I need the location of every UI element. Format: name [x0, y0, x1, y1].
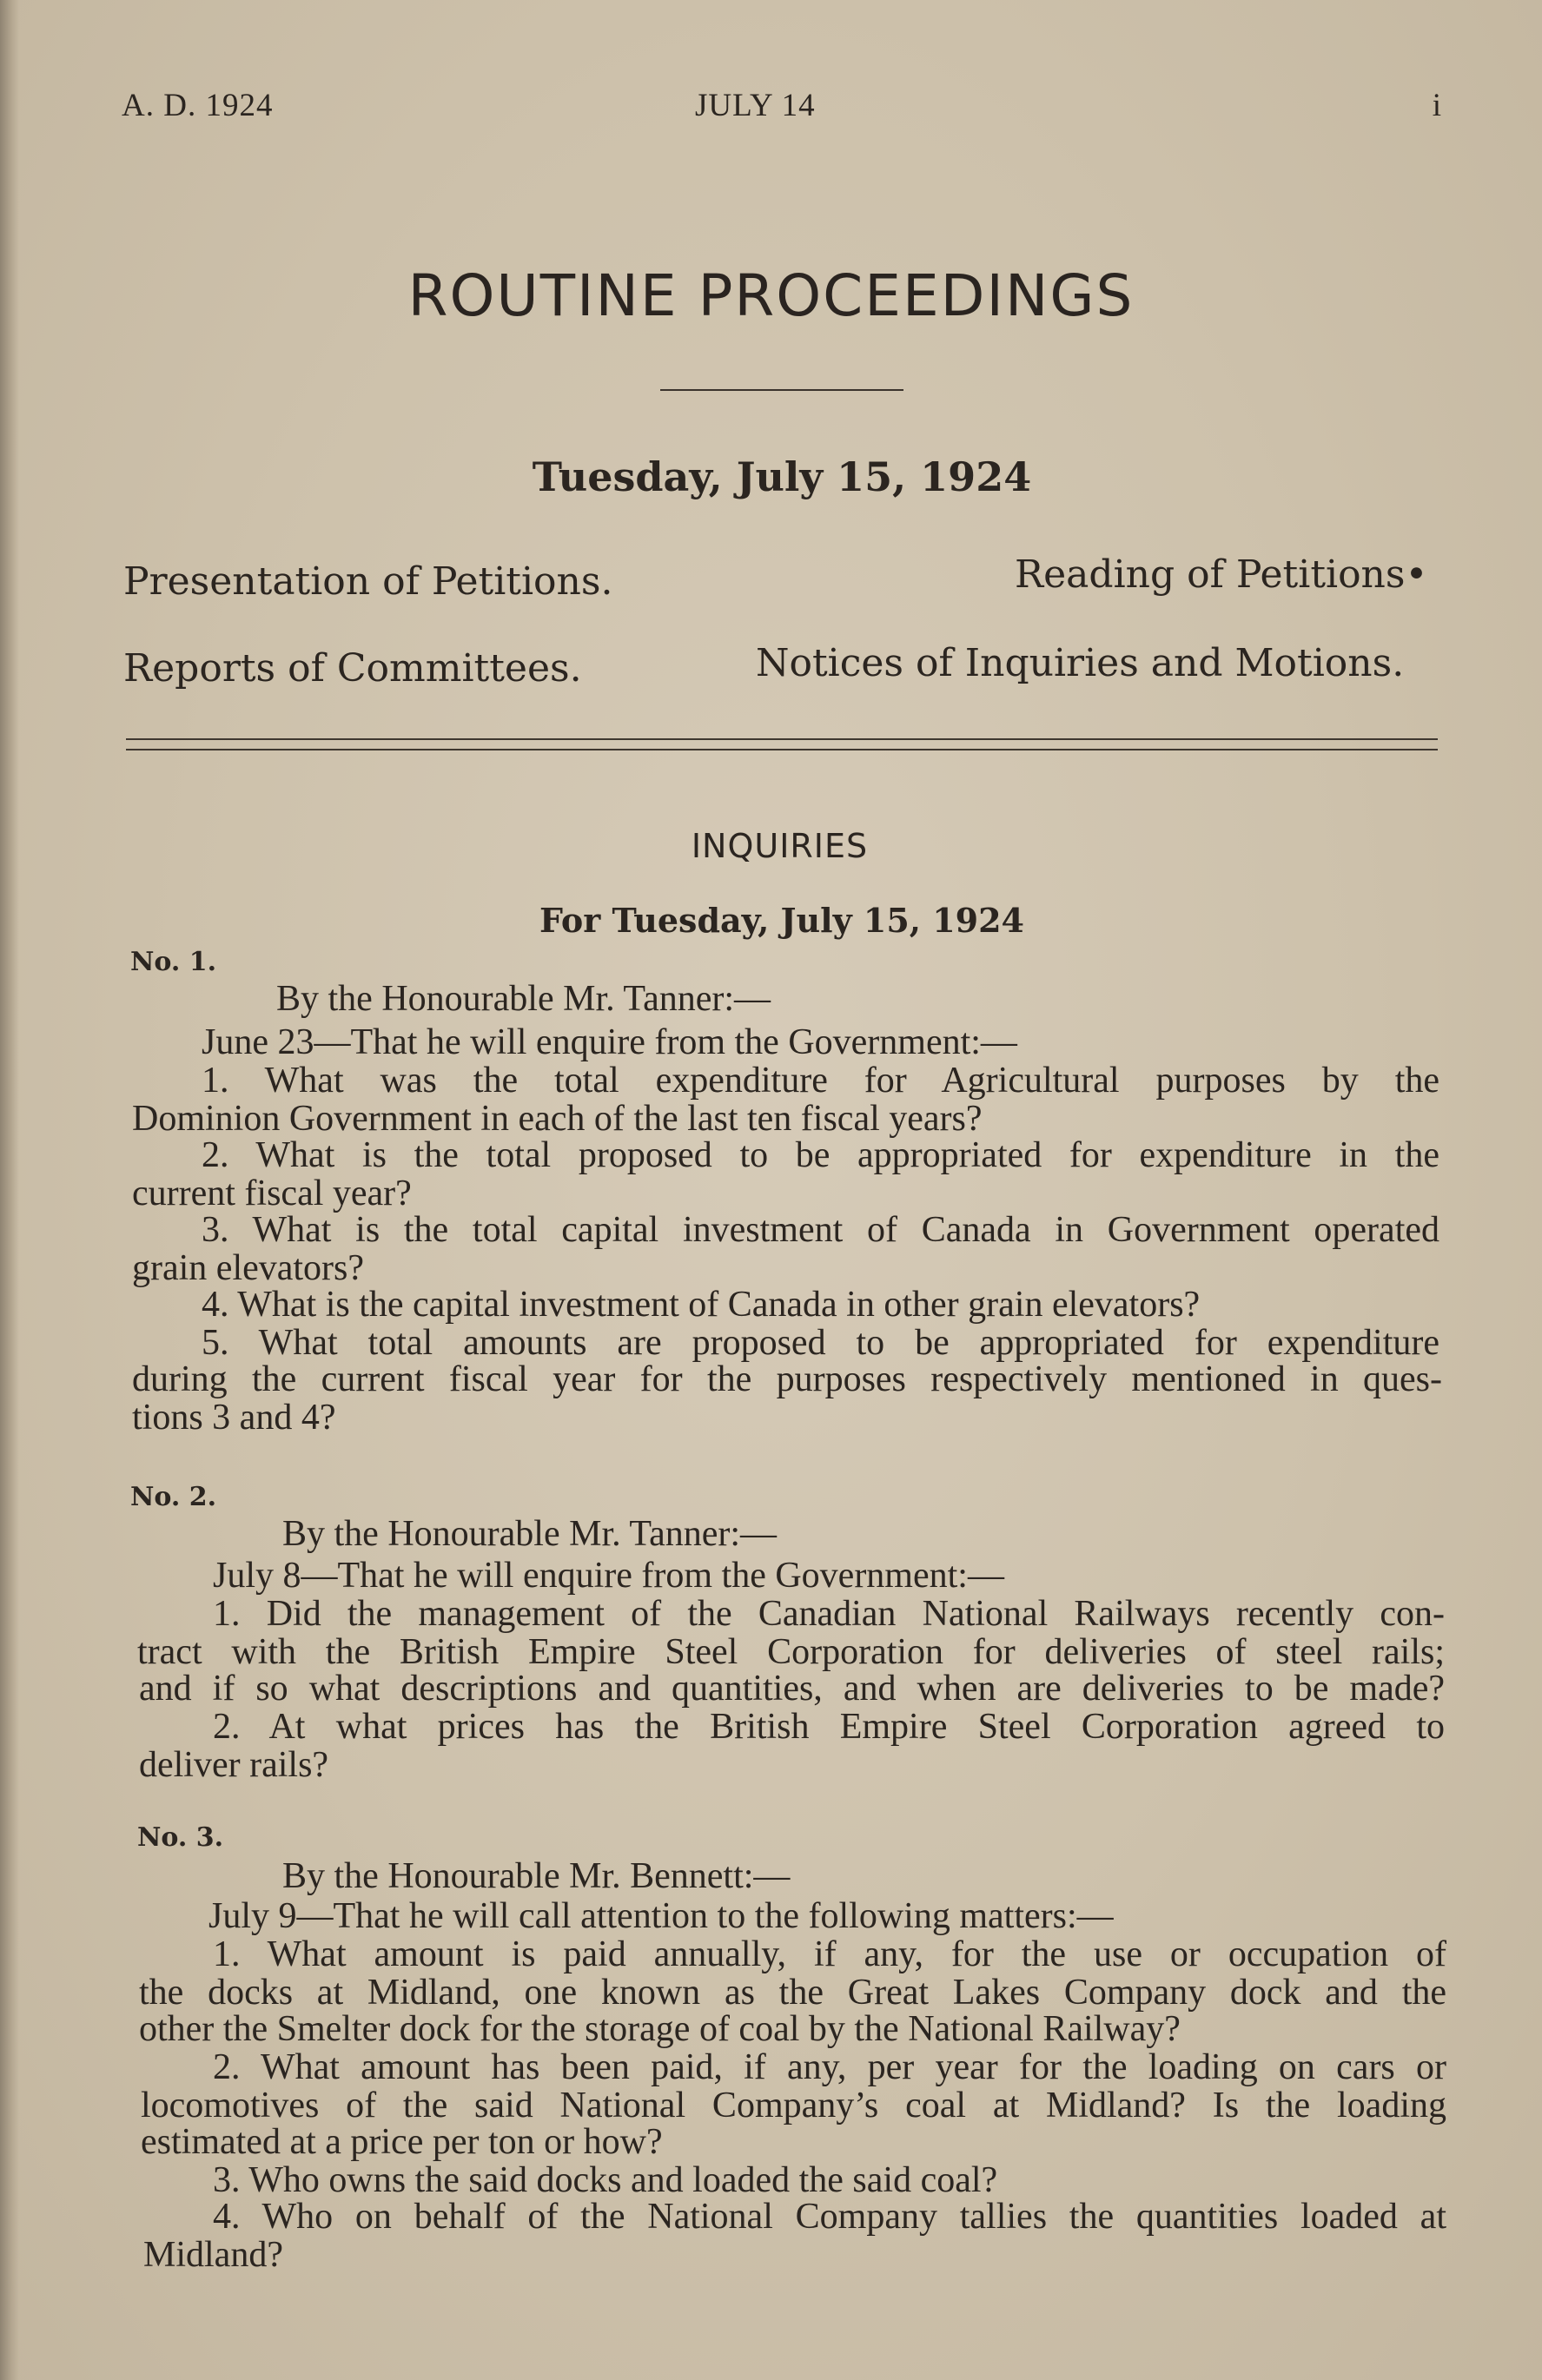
page-binding-edge	[0, 0, 19, 2380]
inquiry-intro: July 8—That he will enquire from the Government:—	[213, 1556, 1004, 1596]
inquiry-line: Midland?	[143, 2235, 283, 2275]
inquiry-line: 1. What was the total expenditure for Agricultural purposes by the	[202, 1061, 1439, 1101]
inquiry-author: By the Honourable Mr. Tanner:—	[276, 979, 771, 1019]
header-page-number: i	[1432, 88, 1442, 123]
proceeding-notices: Notices of Inquiries and Motions.	[756, 641, 1405, 685]
inquiry-line: 4. Who on behalf of the National Company tallies the quantities loaded at	[213, 2197, 1446, 2237]
inquiry-line: 1. Did the management of the Canadian National Railways recently con-	[213, 1594, 1445, 1634]
inquiry-number: No. 3.	[137, 1822, 224, 1853]
inquiries-heading: INQUIRIES	[691, 827, 869, 865]
inquiry-author: By the Honourable Mr. Bennett:—	[282, 1856, 791, 1896]
inquiry-author: By the Honourable Mr. Tanner:—	[282, 1514, 778, 1554]
inquiry-line: current fiscal year?	[132, 1173, 412, 1213]
inquiry-line: other the Smelter dock for the storage of coal by the National Railway?	[139, 2009, 1181, 2049]
inquiry-line: tract with the British Empire Steel Corporation for deliveries of steel rails;	[137, 1632, 1445, 1672]
section-divider	[126, 738, 1438, 750]
inquiry-line: during the current fiscal year for the purposes respectively mentioned in ques-	[132, 1359, 1442, 1399]
inquiry-number: No. 2.	[130, 1482, 217, 1512]
inquiry-line: estimated at a price per ton or how?	[141, 2122, 663, 2162]
inquiry-intro: June 23—That he will enquire from the Government:—	[202, 1022, 1017, 1062]
proceedings-date: Tuesday, July 15, 1924	[532, 453, 1032, 500]
inquiry-line: deliver rails?	[139, 1745, 329, 1785]
inquiry-line: 3. What is the total capital investment of Canada in Government operated	[202, 1210, 1439, 1250]
header-date: JULY 14	[695, 88, 816, 123]
inquiries-date: For Tuesday, July 15, 1924	[539, 901, 1025, 940]
inquiry-line: 2. What amount has been paid, if any, per year for the loading on cars or	[213, 2047, 1446, 2087]
title-rule	[660, 389, 903, 391]
inquiry-line: 2. What is the total proposed to be appropriated for expenditure in the	[202, 1135, 1439, 1175]
inquiry-line: 3. Who owns the said docks and loaded the said coal?	[213, 2160, 998, 2200]
inquiry-line: the docks at Midland, one known as the Great Lakes Company dock and the	[139, 1973, 1446, 2013]
inquiry-number: No. 1.	[130, 947, 217, 977]
inquiry-line: grain elevators?	[132, 1248, 365, 1288]
inquiry-line: 2. At what prices has the British Empire Steel Corporation agreed to	[213, 1707, 1445, 1747]
page-title: ROUTINE PROCEEDINGS	[407, 262, 1135, 329]
inquiry-line: 4. What is the capital investment of Canada in other grain elevators?	[202, 1285, 1201, 1325]
inquiry-line: Dominion Government in each of the last ten fiscal years?	[132, 1099, 983, 1139]
proceeding-presentation: Presentation of Petitions.	[123, 559, 613, 604]
inquiry-line: 1. What amount is paid annually, if any, for the use or occupation of	[213, 1934, 1446, 1974]
inquiry-intro: July 9—That he will call attention to the following matters:—	[208, 1896, 1114, 1936]
proceeding-reports: Reports of Committees.	[123, 646, 582, 691]
inquiry-line: tions 3 and 4?	[132, 1398, 336, 1438]
running-header	[122, 87, 1442, 130]
inquiry-line: 5. What total amounts are proposed to be appropriated for expenditure	[202, 1323, 1439, 1363]
inquiry-line: locomotives of the said National Company’s coal at Midland? Is the loading	[141, 2086, 1446, 2125]
inquiry-line: and if so what descriptions and quantities, and when are deliveries to be made?	[139, 1669, 1445, 1709]
proceeding-reading: Reading of Petitions•	[1015, 552, 1428, 597]
header-year: A. D. 1924	[122, 88, 274, 123]
